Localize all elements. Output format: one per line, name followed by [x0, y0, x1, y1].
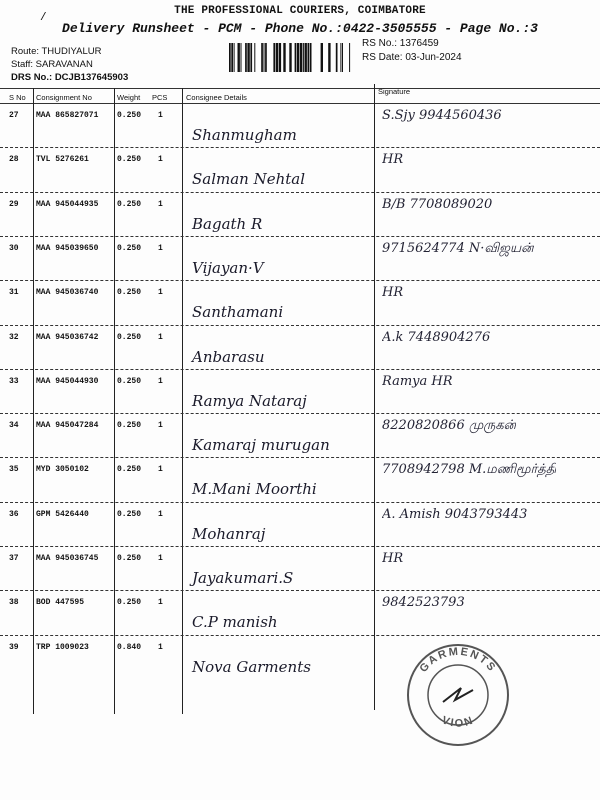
pieces-count: 1 — [158, 155, 163, 165]
serial-number: 37 — [9, 554, 19, 563]
serial-number: 33 — [9, 376, 19, 386]
pieces-count: 1 — [158, 199, 163, 209]
serial-number: 27 — [9, 111, 19, 120]
col-consignment: Consignment No — [36, 93, 92, 102]
staff-info — [11, 59, 93, 70]
consignee-name: Bagath R — [192, 214, 263, 233]
weight-value: 0.250 — [117, 332, 142, 342]
weight-value: 0.250 — [117, 199, 142, 209]
pieces-count: 1 — [158, 554, 163, 563]
signature-entry: 9715624774 N·விஜயன் — [382, 240, 534, 256]
signature-entry: 9842523793 — [382, 595, 465, 611]
row-divider — [0, 502, 600, 503]
drs-value: DCJB137645903 — [54, 72, 129, 83]
row-divider — [0, 590, 600, 591]
consignee-name: Mohanraj — [192, 524, 266, 543]
weight-value: 0.250 — [117, 111, 142, 120]
drs-label: DRS No.: — [11, 72, 53, 83]
pieces-count: 1 — [158, 376, 163, 386]
rs-date-label: RS Date: — [362, 52, 403, 63]
consignee-name: Ramya Nataraj — [192, 391, 307, 410]
rs-no-value: 1376459 — [399, 38, 439, 49]
consignee-name: Santhamani — [192, 303, 284, 322]
consignment-number: MAA 945047284 — [36, 421, 99, 431]
company-title: THE PROFESSIONAL COURIERS, COIMBATORE — [174, 5, 426, 17]
serial-number: 32 — [9, 332, 19, 342]
rs-date — [362, 52, 462, 63]
drs-info — [11, 72, 128, 83]
staff-value: SARAVANAN — [35, 59, 93, 70]
signature-entry: A.k 7448904276 — [382, 329, 491, 345]
consignment-number: MAA 945044935 — [36, 199, 99, 209]
signature-entry: HR — [382, 551, 404, 566]
signature-entry: Ramya HR — [382, 373, 453, 389]
consignment-number: MAA 945044930 — [36, 376, 99, 386]
rs-date-value: 03-Jun-2024 — [405, 52, 462, 63]
serial-number: 29 — [9, 199, 19, 209]
pieces-count: 1 — [158, 509, 163, 519]
consignee-name: C.P manish — [192, 613, 278, 632]
signature-entry: B/B 7708089020 — [382, 196, 493, 212]
serial-number: 28 — [9, 155, 19, 165]
route-info — [11, 46, 101, 57]
consignee-name: Vijayan·V — [192, 258, 264, 277]
serial-number: 31 — [9, 288, 19, 298]
rs-no-label: RS No.: — [362, 38, 398, 49]
column-headers — [0, 88, 600, 102]
row-divider — [0, 413, 600, 414]
consignee-name: Anbarasu — [192, 347, 265, 366]
pieces-count: 1 — [158, 111, 163, 120]
col-details: Consignee Details — [186, 93, 247, 102]
consignee-name: Kamaraj murugan — [192, 436, 330, 455]
pieces-count: 1 — [158, 332, 163, 342]
consignment-number: BOD 447595 — [36, 598, 85, 608]
consignee-name: Shanmugham — [192, 126, 297, 144]
signature-entry: HR — [382, 152, 404, 168]
col-signature: Signature — [378, 87, 411, 96]
stamp-top-text: GARMENTS — [417, 645, 499, 675]
runsheet-subtitle: Delivery Runsheet - PCM - Phone No.:0422-3505555 - Page No.:3 — [62, 21, 538, 36]
pieces-count: 1 — [158, 421, 163, 431]
consignment-number: GPM 5426440 — [36, 509, 89, 519]
svg-text:GARMENTS — [417, 646, 498, 675]
signature-entry: HR — [382, 285, 404, 301]
row-divider — [0, 192, 600, 193]
row-divider — [0, 457, 600, 458]
weight-value: 0.250 — [117, 421, 142, 431]
row-divider — [0, 147, 600, 148]
pieces-count: 1 — [158, 288, 163, 298]
staff-label: Staff: — [11, 59, 34, 70]
consignee-name: Jayakumari.S — [192, 569, 294, 587]
weight-value: 0.250 — [117, 376, 142, 386]
pieces-count: 1 — [158, 465, 163, 475]
col-divider — [114, 88, 115, 714]
serial-number: 39 — [9, 642, 19, 652]
corner-mark: / — [40, 12, 47, 24]
pieces-count: 1 — [158, 598, 163, 608]
consignee-name: Salman Nehtal — [192, 170, 306, 189]
stamp-bottom-text: VION — [440, 714, 476, 730]
weight-value: 0.250 — [117, 288, 142, 298]
col-pcs: PCS — [152, 93, 168, 102]
signature-entry: 8220820866 முருகன் — [382, 418, 517, 434]
consignment-number: TRP 1009023 — [36, 642, 89, 652]
consignment-number: MAA 945036742 — [36, 332, 99, 342]
signature-entry: S.Sjy 9944560436 — [382, 108, 502, 123]
signature-entry: 7708942798 M.மணிமூர்த்தி — [382, 462, 557, 478]
consignment-number: MAA 945036745 — [36, 554, 99, 563]
serial-number: 36 — [9, 509, 19, 519]
consignment-number: MAA 945036740 — [36, 288, 99, 298]
weight-value: 0.250 — [117, 155, 142, 165]
weight-value: 0.250 — [117, 243, 142, 253]
col-divider — [374, 84, 375, 710]
row-divider — [0, 325, 600, 326]
row-divider — [0, 280, 600, 281]
company-stamp — [403, 640, 513, 750]
weight-value: 0.840 — [117, 642, 142, 652]
row-divider — [0, 369, 600, 370]
route-value: THUDIYALUR — [41, 46, 102, 57]
weight-value: 0.250 — [117, 598, 142, 608]
col-sno: S No — [9, 93, 26, 102]
row-divider — [0, 546, 600, 547]
serial-number: 34 — [9, 421, 19, 431]
consignment-number: MAA 865827071 — [36, 111, 99, 120]
consignment-number: MYD 3050102 — [36, 465, 89, 475]
svg-text:VION — [440, 714, 476, 730]
consignment-number: MAA 945039650 — [36, 243, 99, 253]
serial-number: 35 — [9, 465, 19, 475]
pieces-count: 1 — [158, 642, 163, 652]
weight-value: 0.250 — [117, 509, 142, 519]
consignee-name: M.Mani Moorthi — [192, 480, 317, 499]
pieces-count: 1 — [158, 243, 163, 253]
signature-entry: A. Amish 9043793443 — [382, 506, 528, 522]
row-divider — [0, 635, 600, 636]
consignment-number: TVL 5276261 — [36, 155, 89, 165]
rs-number — [362, 38, 439, 49]
serial-number: 30 — [9, 243, 19, 253]
consignee-name: Nova Garments — [192, 657, 311, 676]
serial-number: 38 — [9, 598, 19, 608]
barcode — [229, 43, 355, 72]
weight-value: 0.250 — [117, 554, 142, 563]
route-label: Route: — [11, 46, 39, 57]
col-divider — [182, 88, 183, 714]
row-divider — [0, 236, 600, 237]
col-weight: Weight — [117, 93, 141, 102]
header-bottom-rule — [0, 103, 600, 104]
col-divider — [33, 88, 34, 714]
weight-value: 0.250 — [117, 465, 142, 475]
